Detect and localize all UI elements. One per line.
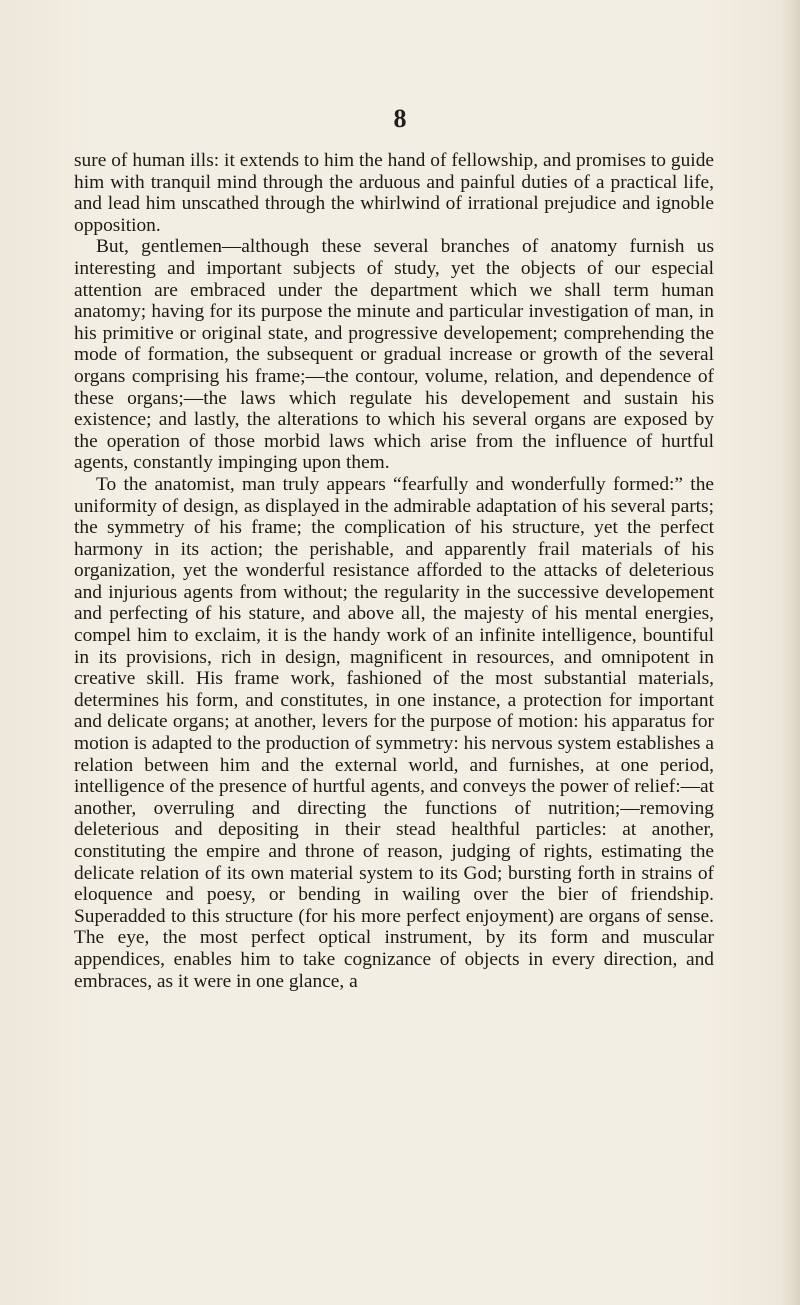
body-text — [74, 150, 714, 992]
paragraph-anatomist: To the anatomist, man truly appears “fearfully and wonderfully formed:” the uniformity of design, as displayed in the admirable adaptation of his several parts; the symmetry of his frame; the complication of his structure, yet the perfect harmony in its action; the perishable, and apparently frail materials of his organization, yet the wonderful resistance afforded to the attacks of deleterious and injurious agents from without; the regularity in the successive developement and perfecting of his stature, and above all, the majesty of his mental energies, compel him to exclaim, it is the handy work of an infinite intelligence, bountiful in its provisions, rich in design, magnificent in resources, and omnipotent in creative skill. His frame work, fashioned of the most substantial materials, determines his form, and constitutes, in one instance, a protection for important and delicate organs; at another, levers for the purpose of motion: his apparatus for motion is adapted to the production of symmetry: his nervous system establishes a relation between him and the external world, and furnishes, at one period, intelligence of the presence of hurtful agents, and conveys the power of relief:—at another, overruling and directing the functions of nutrition;—removing deleterious and depositing in their stead healthful particles: at another, constituting the empire and throne of reason, judging of rights, estimating the delicate relation of its own material system to its God; bursting forth in strains of eloquence and poesy, or bending in wailing over the bier of friendship. Superadded to this structure (for his more perfect enjoyment) are organs of sense. The eye, the most perfect optical instrument, by its form and muscular appendices, enables him to take cognizance of objects in every direction, and embraces, as it were in one glance, a — [74, 473, 714, 992]
page-edge-shadow — [782, 0, 800, 1305]
paragraph-continuation: sure of human ills: it extends to him the hand of fellowship, and promises to guide him with tranquil mind through the arduous and painful duties of a practical life, and lead him unscathed through the whirlwind of irrational prejudice and ignoble opposition. — [74, 150, 714, 236]
page-number: 8 — [393, 104, 407, 133]
paragraph-human-anatomy: But, gentlemen—although these several branches of anatomy furnish us interesting and important subjects of study, yet the objects of our especial attention are embraced under the department which we shall term human anatomy; having for its purpose the minute and particular investigation of man, in his primitive or original state, and progressive developement; comprehending the mode of formation, the subsequent or gradual increase or growth of the several organs comprising his frame;—the contour, volume, relation, and dependence of these organs;—the laws which regulate his developement and sustain his existence; and lastly, the alterations to which his several organs are exposed by the operation of those morbid laws which arise from the influence of hurtful agents, constantly impinging upon them. — [74, 236, 714, 474]
